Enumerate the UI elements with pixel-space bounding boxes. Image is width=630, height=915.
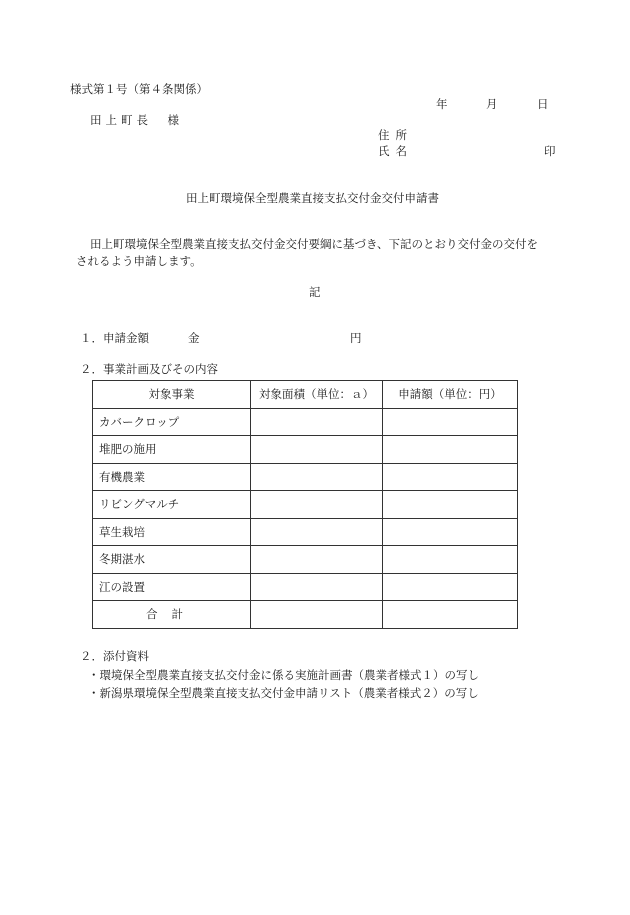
row-amount (383, 573, 518, 601)
row-amount (383, 436, 518, 464)
row-name: 堆肥の施用 (93, 436, 251, 464)
date-year: 年 (436, 97, 448, 111)
ki-heading: 記 (309, 285, 321, 299)
table-row (93, 436, 518, 464)
body-text-line1: 田上町環境保全型農業直接支払交付金交付要綱に基づき、下記のとおり交付金の交付を (90, 237, 539, 251)
row-amount (383, 408, 518, 436)
row-area (251, 436, 383, 464)
total-amount (383, 601, 518, 629)
project-table (92, 380, 518, 629)
date-month: 月 (486, 97, 498, 111)
row-area (251, 546, 383, 574)
table-header-row (93, 381, 518, 409)
address-label: 住所 (378, 128, 413, 142)
header-project: 対象事業 (93, 381, 251, 409)
section1-label: １．申請金額 (80, 331, 149, 345)
header-area: 対象面積（単位：ａ） (251, 381, 383, 409)
row-area (251, 573, 383, 601)
table-row (93, 573, 518, 601)
row-name: 有機農業 (93, 463, 251, 491)
table-total-row (93, 601, 518, 629)
seal-label: 印 (544, 144, 556, 158)
row-name: 江の設置 (93, 573, 251, 601)
table-row (93, 518, 518, 546)
row-amount (383, 518, 518, 546)
row-name: 冬期湛水 (93, 546, 251, 574)
row-amount (383, 463, 518, 491)
row-area (251, 518, 383, 546)
table-row (93, 463, 518, 491)
total-area (251, 601, 383, 629)
table-row (93, 546, 518, 574)
amount-yen: 円 (350, 331, 362, 345)
total-label: 合計 (93, 601, 251, 629)
row-amount (383, 546, 518, 574)
row-area (251, 463, 383, 491)
document-title: 田上町環境保全型農業直接支払交付金交付申請書 (186, 191, 439, 205)
row-area (251, 408, 383, 436)
section3-label: ２．添付資料 (80, 649, 149, 663)
row-name: リビングマルチ (93, 491, 251, 519)
body-text-line2: されるよう申請します。 (76, 254, 202, 268)
attachment-item-2: ・新潟県環境保全型農業直接支払交付金申請リスト（農業者様式２）の写し (88, 686, 479, 700)
section2-label: ２．事業計画及びその内容 (80, 362, 218, 376)
row-name: カバークロップ (93, 408, 251, 436)
amount-kin: 金 (188, 331, 200, 345)
header-amount: 申請額（単位：円） (383, 381, 518, 409)
table-row (93, 408, 518, 436)
row-name: 草生栽培 (93, 518, 251, 546)
form-number: 様式第１号（第４条関係） (70, 82, 208, 96)
name-label: 氏名 (378, 144, 413, 158)
table-row (93, 491, 518, 519)
date-day: 日 (537, 97, 549, 111)
row-amount (383, 491, 518, 519)
attachment-item-1: ・環境保全型農業直接支払交付金に係る実施計画書（農業者様式１）の写し (88, 668, 479, 682)
row-area (251, 491, 383, 519)
addressee: 田上町長 様 (90, 113, 183, 127)
